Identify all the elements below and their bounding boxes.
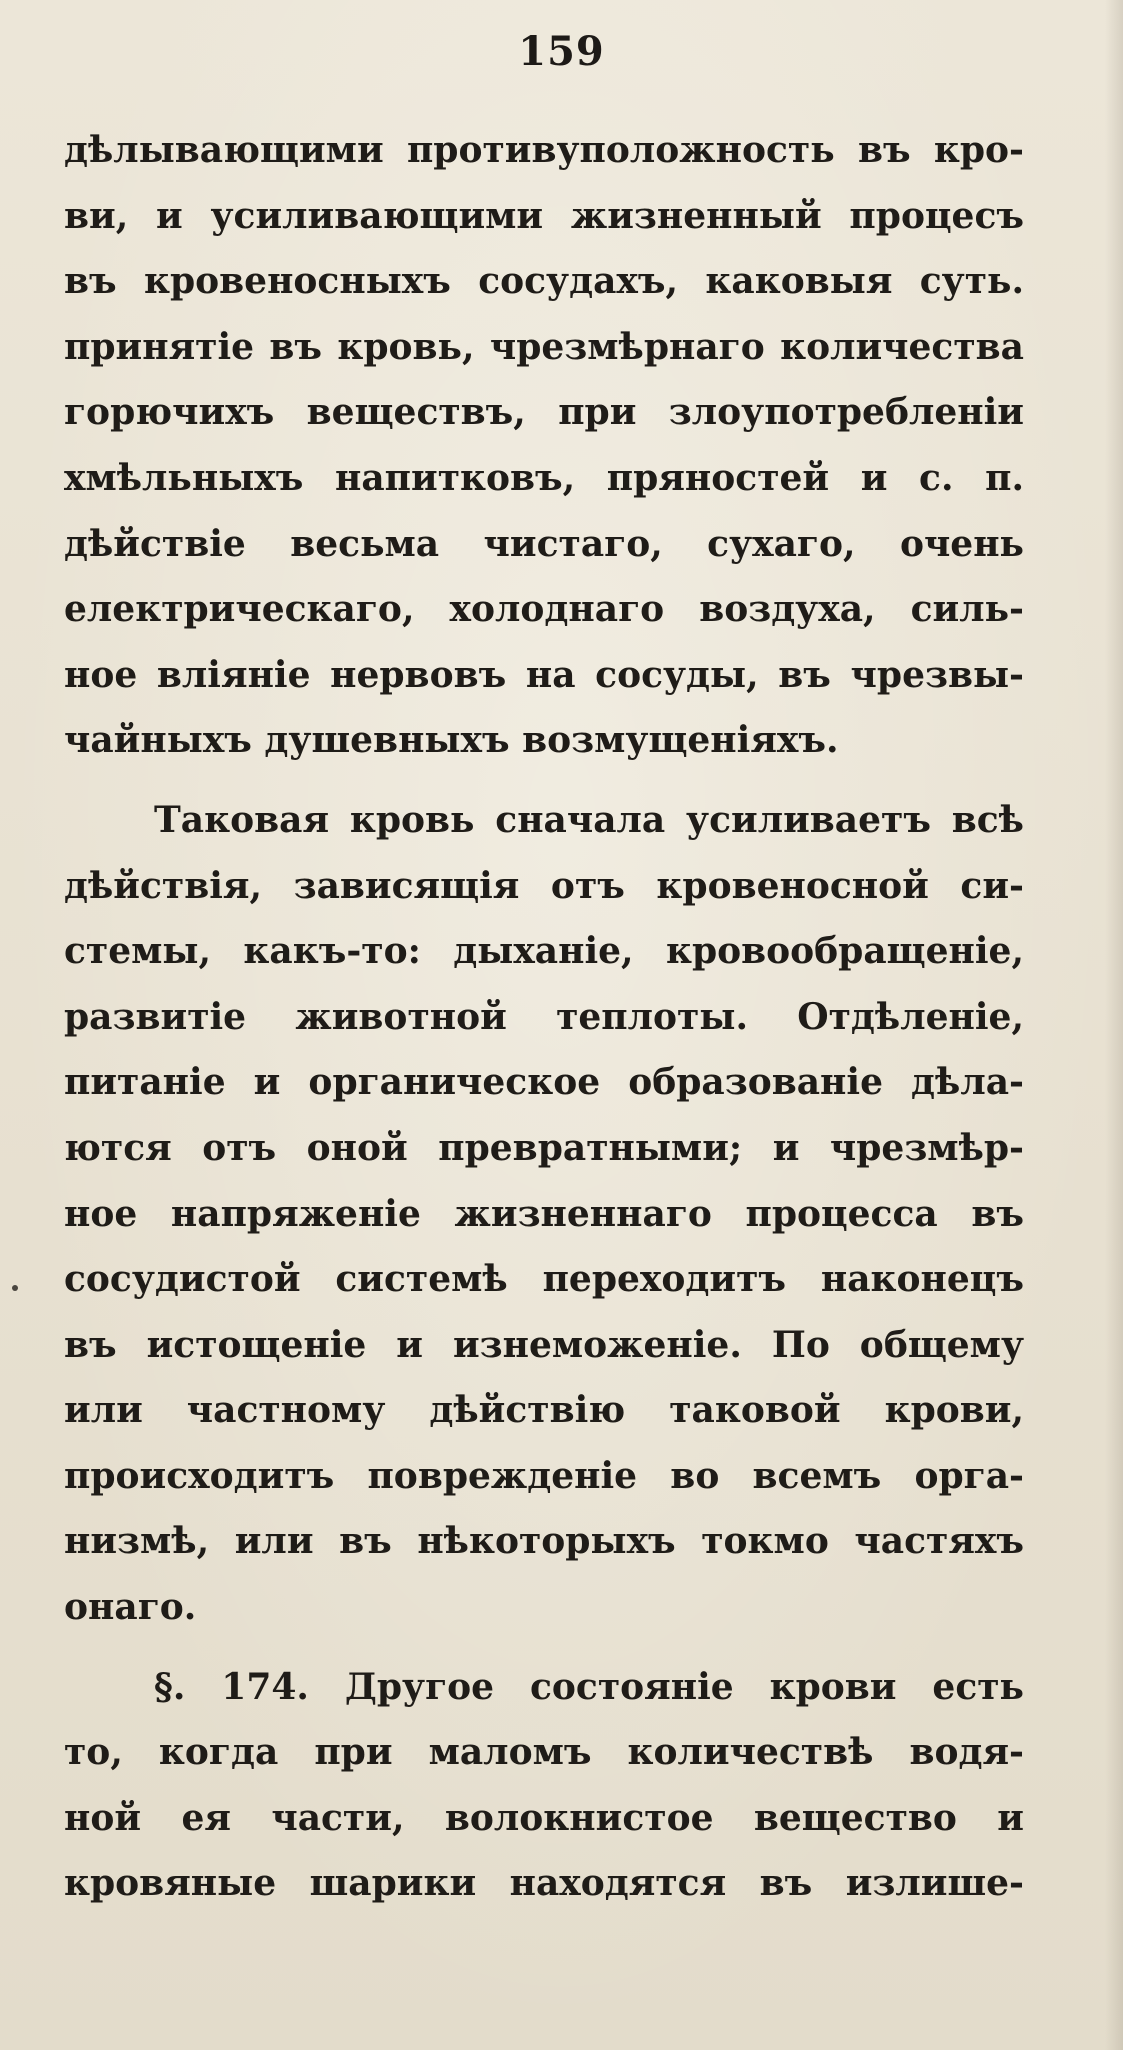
text-line: стемы, какъ-то: дыханіе, кровообращеніе, bbox=[64, 930, 1024, 973]
body-text bbox=[64, 118, 1024, 1917]
text-line: то, когда при маломъ количествѣ водя- bbox=[64, 1731, 1024, 1774]
text-line: въ кровеносныхъ сосудахъ, каковыя суть. bbox=[64, 260, 1024, 303]
text-line: въ истощеніе и изнеможеніе. По общему bbox=[64, 1323, 1024, 1366]
text-line: кровяные шарики находятся въ излише- bbox=[64, 1862, 1024, 1905]
text-line: низмѣ, или въ нѣкоторыхъ токмо частяхъ bbox=[64, 1520, 1024, 1563]
text-line: онаго. bbox=[64, 1586, 197, 1629]
paragraph-3 bbox=[64, 1655, 1024, 1917]
text-line: Таковая кровь сначала усиливаетъ всѣ bbox=[154, 798, 1024, 841]
text-line: горючихъ веществъ, при злоупотребленіи bbox=[64, 391, 1024, 434]
text-line: питаніе и органическое образованіе дѣла- bbox=[64, 1061, 1024, 1104]
text-line: ное напряженіе жизненнаго процесса въ bbox=[64, 1192, 1024, 1235]
text-line: дѣлывающими противуположность въ кро- bbox=[64, 129, 1024, 171]
text-line: развитіе животной теплоты. Отдѣленіе, bbox=[64, 995, 1024, 1038]
paragraph-spacer bbox=[64, 774, 1024, 788]
text-line: дѣйствіе весьма чистаго, сухаго, очень bbox=[64, 522, 1024, 565]
text-line: ви, и усиливающими жизненный процесъ bbox=[64, 194, 1024, 237]
text-line: или частному дѣйствію таковой крови, bbox=[64, 1389, 1024, 1432]
text-line: ются отъ оной превратными; и чрезмѣр- bbox=[64, 1126, 1024, 1169]
text-line: сосудистой системѣ переходитъ наконецъ bbox=[64, 1258, 1024, 1301]
page-number: 159 bbox=[518, 28, 605, 75]
paragraph-spacer bbox=[64, 1641, 1024, 1655]
text-line: хмѣльныхъ напитковъ, пряностей и с. п. bbox=[64, 456, 1024, 499]
text-line: дѣйствія, зависящія отъ кровеносной си- bbox=[64, 864, 1024, 907]
text-line: чайныхъ душевныхъ возмущеніяхъ. bbox=[64, 719, 839, 762]
page-edge-shadow bbox=[1105, 0, 1123, 2050]
text-line: происходитъ поврежденіе во всемъ орга- bbox=[64, 1454, 1024, 1497]
text-line: принятіе въ кровь, чрезмѣрнаго количества bbox=[64, 325, 1024, 368]
paragraph-2 bbox=[64, 788, 1024, 1641]
text-line: §. 174. Другое состояніе крови есть bbox=[154, 1665, 1024, 1708]
margin-dot bbox=[12, 1285, 18, 1291]
text-line: ное вліяніе нервовъ на сосуды, въ чрезвы- bbox=[64, 653, 1024, 696]
text-line: електрическаго, холоднаго воздуха, силь- bbox=[64, 588, 1024, 631]
paragraph-1 bbox=[64, 118, 1024, 774]
text-line: ной ея части, волокнистое вещество и bbox=[64, 1796, 1024, 1839]
